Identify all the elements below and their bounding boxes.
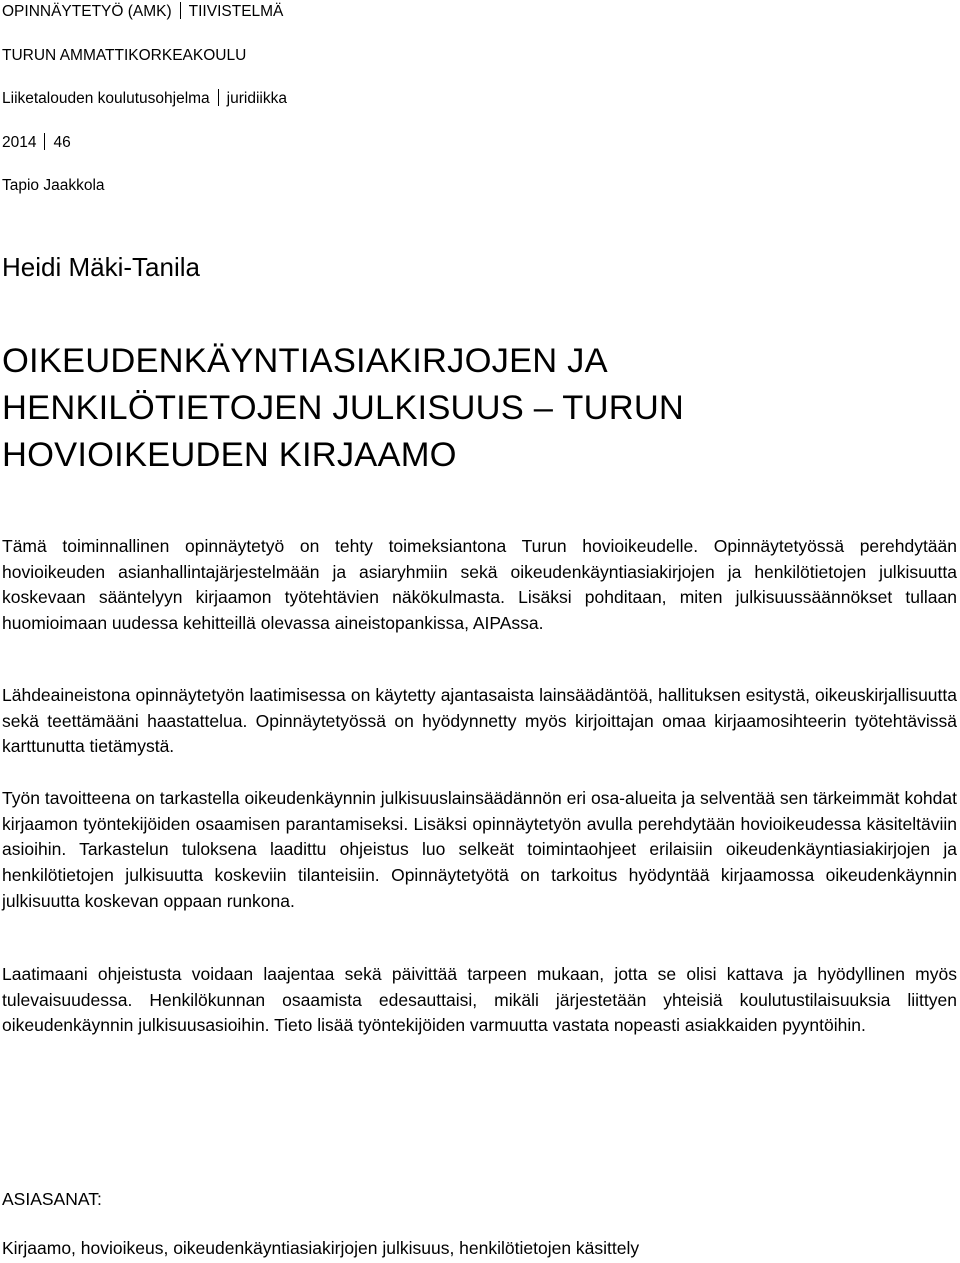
field-of-study: juridiikka: [226, 90, 287, 107]
paragraph-text: Laatimaani ohjeistusta voidaan laajentaa sekä päivittää tarpeen mukaan, jotta se olisi kattava ja hyödyllinen myös tulevaisuudessa. Henkilökunnan osaamista edesauttaisi, mikäli järjestetään yhteisiä koulutustilaisuuksia liittyen oikeudenkäynnin julkisuusasioihin. Tieto lisää työntekijöiden varmuutta vastata nopeasti asiakkaiden pyyntöihin.: [2, 964, 957, 1036]
abstract-paragraph: [2, 683, 957, 760]
supervisor: Tapio Jaakkola: [2, 177, 105, 194]
separator: [218, 89, 219, 106]
institution: TURUN AMMATTIKORKEAKOULU: [2, 47, 247, 64]
supervisor-line: [2, 176, 105, 196]
thesis-title: [2, 338, 684, 479]
keywords-label: ASIASANAT:: [2, 1189, 102, 1209]
abstract-paragraph: [2, 962, 957, 1039]
degree-programme: Liiketalouden koulutusohjelma: [2, 90, 210, 107]
paragraph-text: Tämä toiminnallinen opinnäytetyö on tehty toimeksiantona Turun hovioikeudelle. Opinnäytetyössä perehdytään hovioikeuden asianhallintajärjestelmään ja asiaryhmiin sekä oikeudenkäyntiasiakirjojen ja henkilötietojen julkisuutta koskevaan sääntelyyn kirjaamon työtehtävien näkökulmasta. Lisäksi pohditaan, miten julkisuussäännökset tullaan huomioimaan uudessa kehitteillä olevassa aineistopankissa, AIPAssa.: [2, 536, 957, 634]
page-count: 46: [53, 134, 71, 151]
document-subtype: TIIVISTELMÄ: [188, 3, 284, 20]
document-type-line: [2, 2, 283, 22]
programme-line: [2, 89, 287, 109]
title-line: HENKILÖTIETOJEN JULKISUUS – TURUN: [2, 389, 685, 427]
title-line: HOVIOIKEUDEN KIRJAAMO: [2, 436, 457, 474]
abstract-paragraph: [2, 786, 957, 915]
separator: [180, 2, 181, 19]
institution-line: [2, 46, 246, 66]
document-type: OPINNÄYTETYÖ (AMK): [2, 3, 172, 20]
author-name: Heidi Mäki-Tanila: [2, 252, 200, 282]
paragraph-text: Työn tavoitteena on tarkastella oikeudenkäynnin julkisuuslainsäädännön eri osa-alueita ja selventää sen tärkeimmät kohdat kirjaamon työntekijöiden osaamisen parantamiseksi. Lisäksi opinnäytetyön avulla perehdytään hovioikeudessa käsiteltäviin asioihin. Tarkastelun tuloksena laadittu ohjeistus luo selkeät toimintaohjeet erilaisiin oikeudenkäyntiasiakirjojen ja henkilötietojen julkisuutta koskeviin tilanteisiin. Opinnäytetyötä on tarkoitus hyödyntää kirjaamossa oikeudenkäynnin julkisuutta koskevan oppaan runkona.: [2, 788, 957, 911]
paragraph-text: Lähdeaineistona opinnäytetyön laatimisessa on käytetty ajantasaista lainsäädäntöä, hallituksen esitystä, oikeuskirjallisuutta sekä teettämääni haastattelua. Opinnäytetyössä on hyödynnetty myös kirjoittajan omaa kirjaamosihteerin työtehtävissä karttunutta tietämystä.: [2, 685, 957, 757]
title-line: OIKEUDENKÄYNTIASIAKIRJOJEN JA: [2, 342, 608, 380]
year-pages-line: [2, 133, 71, 153]
year: 2014: [2, 134, 37, 151]
separator: [44, 133, 45, 150]
keywords-list: Kirjaamo, hovioikeus, oikeudenkäyntiasiakirjojen julkisuus, henkilötietojen käsittely: [2, 1238, 640, 1258]
abstract-paragraph: [2, 534, 957, 637]
